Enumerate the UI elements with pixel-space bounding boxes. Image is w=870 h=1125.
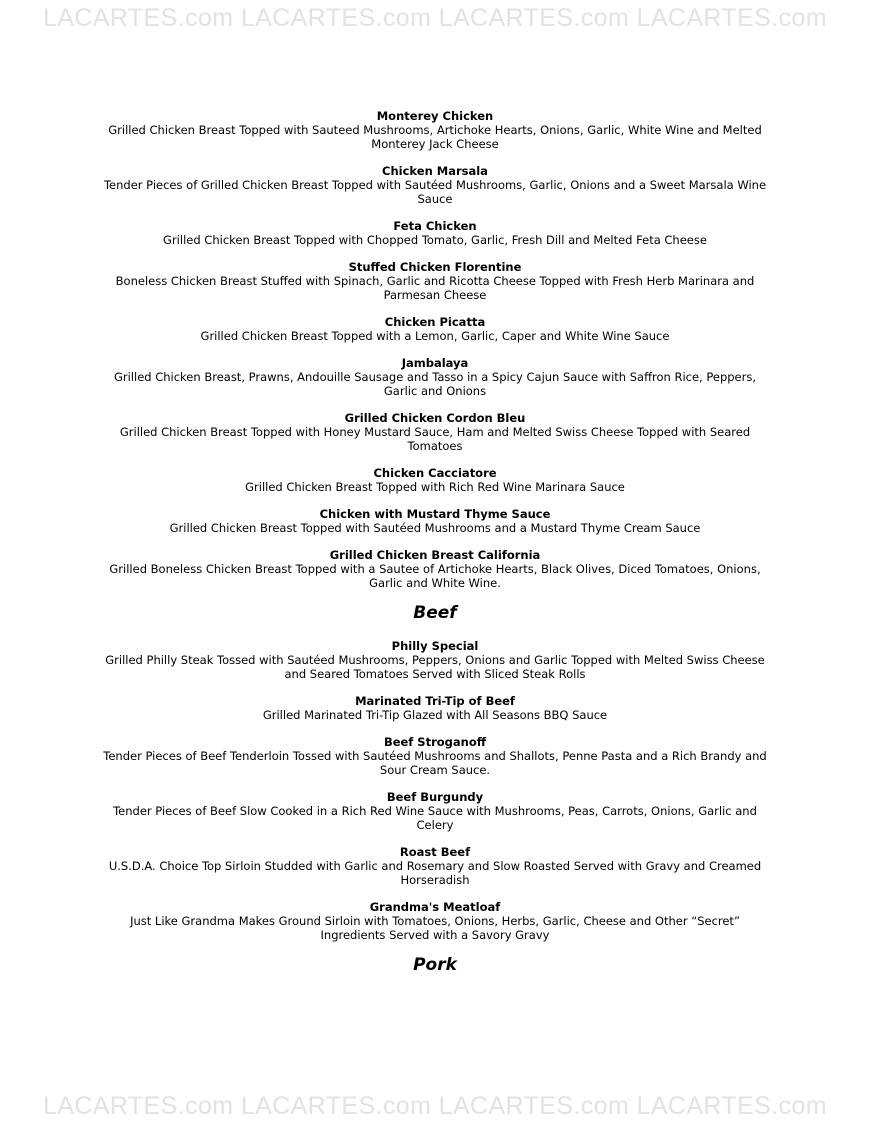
menu-item-description: Tender Pieces of Grilled Chicken Breast Topped with Sautéed Mushrooms, Garlic, Onions and a Sweet Marsala Wine Sauce bbox=[103, 178, 767, 206]
section-heading-beef: Beef bbox=[413, 603, 457, 623]
menu-item-name: Grilled Chicken Cordon Bleu bbox=[344, 411, 526, 425]
menu-item-name: Jambalaya bbox=[401, 356, 469, 370]
menu-item-chicken-picatta bbox=[95, 315, 775, 343]
menu-item-name: Stuffed Chicken Florentine bbox=[348, 260, 522, 274]
menu-item-marinated-tri-tip bbox=[95, 694, 775, 722]
chicken-section bbox=[95, 109, 775, 590]
menu-item-description: Grilled Chicken Breast, Prawns, Andouille Sausage and Tasso in a Spicy Cajun Sauce with Saffron Rice, Peppers, Garlic and Onions bbox=[113, 370, 757, 398]
menu-item-name: Feta Chicken bbox=[393, 219, 477, 233]
menu-item-name: Roast Beef bbox=[399, 845, 471, 859]
section-heading-pork: Pork bbox=[413, 955, 457, 975]
menu-page bbox=[95, 109, 775, 991]
menu-item-chicken-marsala bbox=[95, 164, 775, 206]
menu-item-description: Grilled Marinated Tri-Tip Glazed with All Seasons BBQ Sauce bbox=[262, 708, 608, 722]
menu-item-jambalaya bbox=[95, 356, 775, 398]
menu-item-description: Grilled Chicken Breast Topped with Honey Mustard Sauce, Ham and Melted Swiss Cheese Topped with Seared Tomatoes bbox=[119, 425, 751, 453]
menu-item-description: Grilled Chicken Breast Topped with Sauteed Mushrooms, Artichoke Hearts, Onions, Garlic, White Wine and Melted Monterey Jack Cheese bbox=[108, 123, 762, 151]
menu-item-stuffed-chicken-florentine bbox=[95, 260, 775, 302]
menu-item-description: U.S.D.A. Choice Top Sirloin Studded with Garlic and Rosemary and Slow Roasted Served with Gravy and Creamed Horseradish bbox=[108, 859, 762, 887]
menu-item-description: Tender Pieces of Beef Slow Cooked in a Rich Red Wine Sauce with Mushrooms, Peas, Carrots, Onions, Garlic and Celery bbox=[113, 804, 757, 832]
menu-item-grilled-chicken-california bbox=[95, 548, 775, 590]
menu-item-beef-stroganoff bbox=[95, 735, 775, 777]
menu-item-name: Grilled Chicken Breast California bbox=[329, 548, 541, 562]
menu-item-description: Boneless Chicken Breast Stuffed with Spinach, Garlic and Ricotta Cheese Topped with Fresh Herb Marinara and Parmesan Cheese bbox=[115, 274, 755, 302]
menu-item-name: Marinated Tri-Tip of Beef bbox=[355, 694, 515, 708]
menu-item-chicken-mustard-thyme bbox=[95, 507, 775, 535]
menu-item-name: Monterey Chicken bbox=[376, 109, 494, 123]
menu-item-name: Chicken Marsala bbox=[382, 164, 488, 178]
menu-item-roast-beef bbox=[95, 845, 775, 887]
menu-item-name: Chicken Cacciatore bbox=[373, 466, 497, 480]
menu-item-description: Grilled Philly Steak Tossed with Sautéed Mushrooms, Peppers, Onions and Garlic Topped with Melted Swiss Cheese and Seared Tomatoes Served with Sliced Steak Rolls bbox=[105, 653, 765, 681]
menu-item-monterey-chicken bbox=[95, 109, 775, 151]
menu-item-name: Chicken with Mustard Thyme Sauce bbox=[319, 507, 551, 521]
menu-item-description: Grilled Chicken Breast Topped with a Lemon, Garlic, Caper and White Wine Sauce bbox=[200, 329, 670, 343]
menu-item-description: Grilled Chicken Breast Topped with Rich Red Wine Marinara Sauce bbox=[245, 480, 625, 494]
menu-item-description: Tender Pieces of Beef Tenderloin Tossed with Sautéed Mushrooms and Shallots, Penne Pasta and a Rich Brandy and Sour Cream Sauce. bbox=[103, 749, 767, 777]
menu-item-description: Grilled Boneless Chicken Breast Topped with a Sautee of Artichoke Hearts, Black Olives, Diced Tomatoes, Onions, Garlic and White Wine. bbox=[109, 562, 761, 590]
watermark-bottom: LACARTES.com LACARTES.com LACARTES.com LACARTES.com bbox=[42, 1092, 828, 1120]
menu-item-name: Beef Burgundy bbox=[386, 790, 484, 804]
menu-item-chicken-cacciatore bbox=[95, 466, 775, 494]
watermark-top: LACARTES.com LACARTES.com LACARTES.com LACARTES.com bbox=[42, 4, 828, 32]
menu-item-feta-chicken bbox=[95, 219, 775, 247]
menu-item-grilled-chicken-cordon-bleu bbox=[95, 411, 775, 453]
beef-section bbox=[95, 639, 775, 942]
menu-item-description: Grilled Chicken Breast Topped with Sautéed Mushrooms and a Mustard Thyme Cream Sauce bbox=[169, 521, 701, 535]
menu-item-grandmas-meatloaf bbox=[95, 900, 775, 942]
menu-item-beef-burgundy bbox=[95, 790, 775, 832]
menu-item-description: Just Like Grandma Makes Ground Sirloin with Tomatoes, Onions, Herbs, Garlic, Cheese and Other “Secret” Ingredients Served with a Savory Gravy bbox=[130, 914, 740, 942]
menu-item-name: Beef Stroganoff bbox=[383, 735, 487, 749]
menu-item-description: Grilled Chicken Breast Topped with Chopped Tomato, Garlic, Fresh Dill and Melted Feta Cheese bbox=[163, 233, 707, 247]
menu-item-philly-special bbox=[95, 639, 775, 681]
menu-item-name: Philly Special bbox=[391, 639, 479, 653]
menu-item-name: Chicken Picatta bbox=[384, 315, 486, 329]
menu-item-name: Grandma's Meatloaf bbox=[369, 900, 501, 914]
